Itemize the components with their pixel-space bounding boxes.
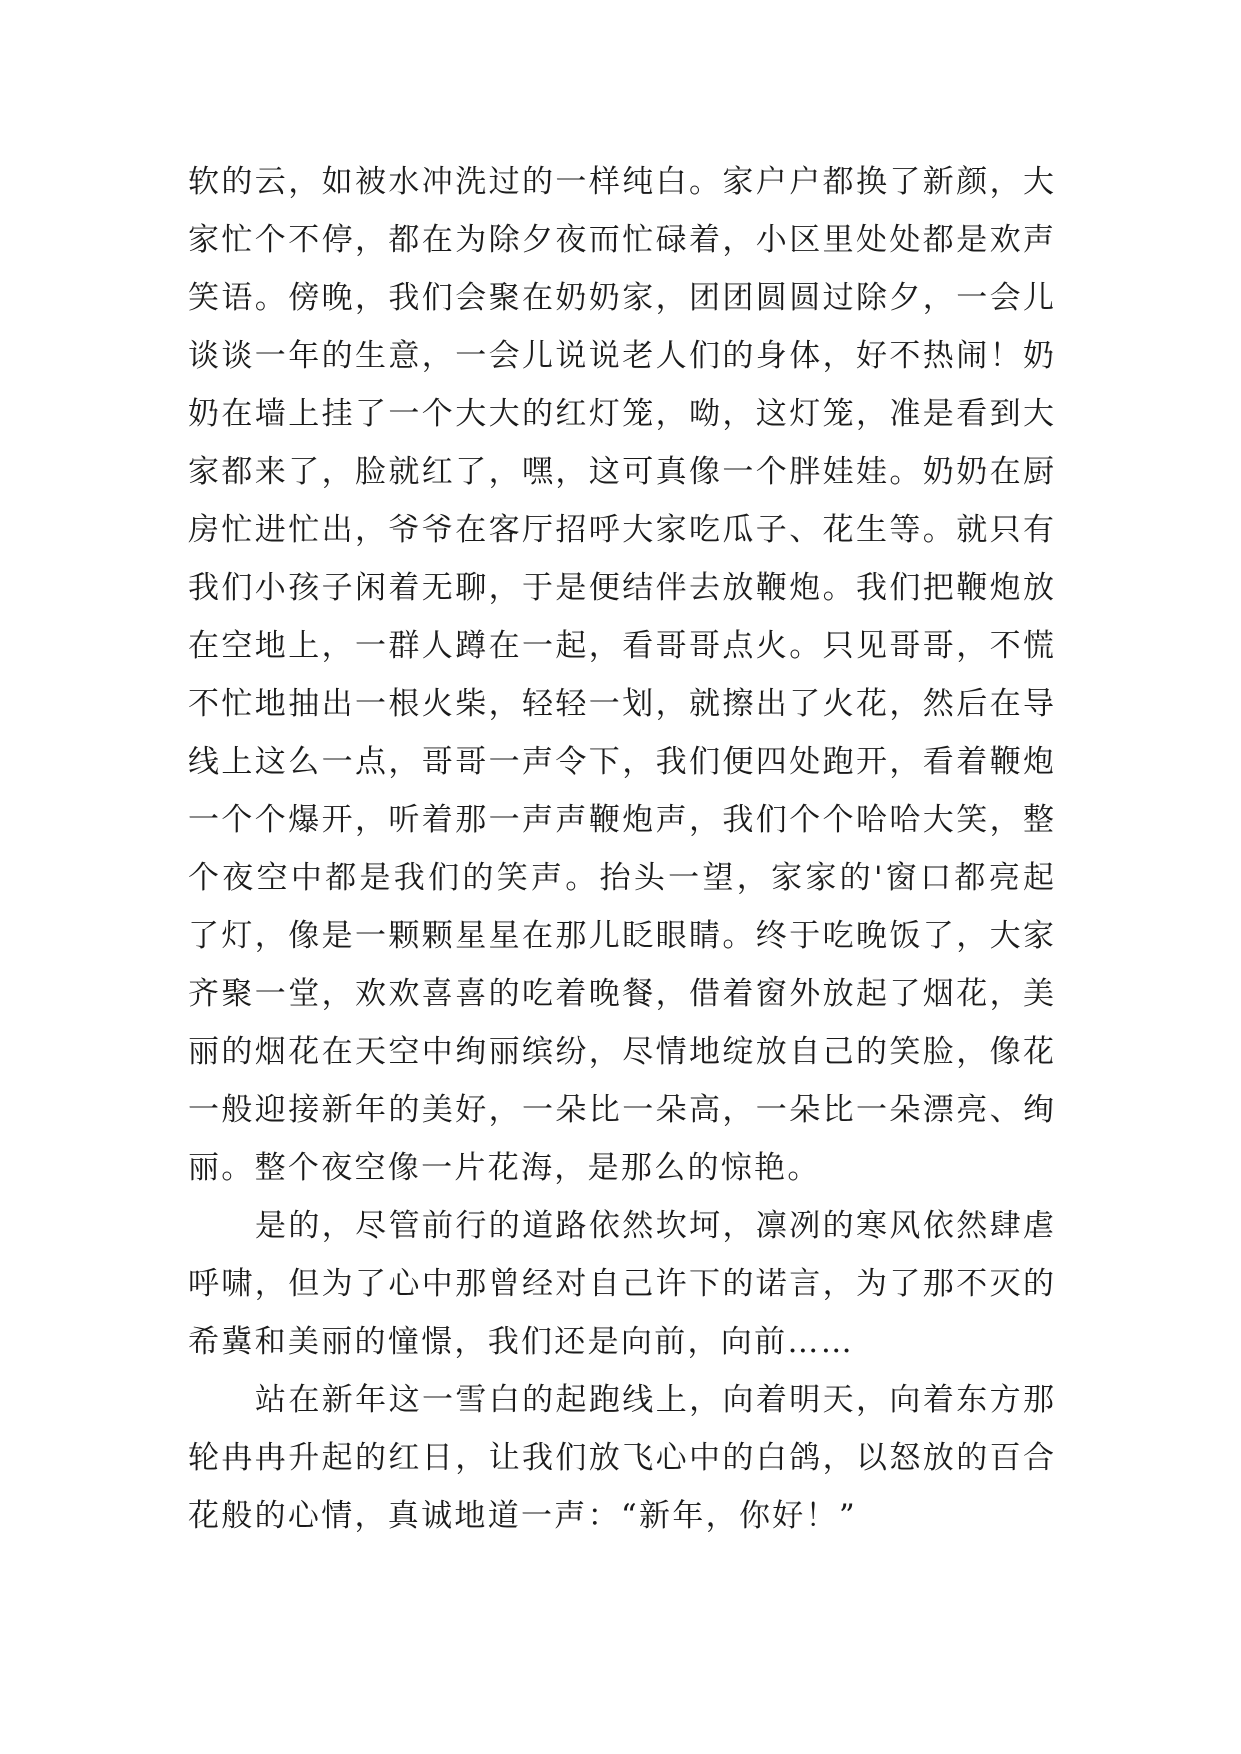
text-line: 了灯，像是一颗颗星星在那儿眨眼睛。终于吃晚饭了，大家	[188, 918, 1054, 954]
text-line: 线上这么一点，哥哥一声令下，我们便四处跑开，看着鞭炮	[188, 744, 1054, 780]
text-line: 是的，尽管前行的道路依然坎坷，凛冽的寒风依然肆虐	[255, 1208, 1054, 1244]
text-line: 奶在墙上挂了一个大大的红灯笼，呦，这灯笼，准是看到大	[188, 396, 1054, 432]
text-line: 房忙进忙出，爷爷在客厅招呼大家吃瓜子、花生等。就只有	[188, 512, 1054, 548]
text-line: 我们小孩子闲着无聊，于是便结伴去放鞭炮。我们把鞭炮放	[188, 570, 1054, 606]
paragraph	[188, 153, 1054, 1197]
text-line: 丽的烟花在天空中绚丽缤纷，尽情地绽放自己的笑脸，像花	[188, 1034, 1054, 1070]
text-line: 呼啸，但为了心中那曾经对自己许下的诺言，为了那不灭的	[188, 1266, 1054, 1302]
paragraph	[188, 1197, 1054, 1371]
text-line: 一个个爆开，听着那一声声鞭炮声，我们个个哈哈大笑，整	[188, 802, 1054, 838]
text-line: 家都来了，脸就红了，嘿，这可真像一个胖娃娃。奶奶在厨	[188, 454, 1054, 490]
text-line: 齐聚一堂，欢欢喜喜的吃着晚餐，借着窗外放起了烟花，美	[188, 976, 1054, 1012]
text-line: 丽。整个夜空像一片花海，是那么的惊艳。	[188, 1150, 821, 1186]
text-line: 花般的心情，真诚地道一声：“新年，你好！”	[188, 1498, 857, 1534]
text-line: 站在新年这一雪白的起跑线上，向着明天，向着东方那	[255, 1382, 1054, 1418]
text-line: 家忙个不停，都在为除夕夜而忙碌着，小区里处处都是欢声	[188, 222, 1054, 258]
text-line: 轮冉冉升起的红日，让我们放飞心中的白鸽，以怒放的百合	[188, 1440, 1054, 1476]
text-line: 在空地上，一群人蹲在一起，看哥哥点火。只见哥哥，不慌	[188, 628, 1054, 664]
text-line: 不忙地抽出一根火柴，轻轻一划，就擦出了火花，然后在导	[188, 686, 1054, 722]
text-line: 谈谈一年的生意，一会儿说说老人们的身体，好不热闹！奶	[188, 338, 1054, 374]
document-body	[188, 153, 1054, 1545]
paragraph	[188, 1371, 1054, 1545]
text-line: 个夜空中都是我们的笑声。抬头一望，家家的'窗口都亮起	[188, 860, 1054, 896]
text-line: 一般迎接新年的美好，一朵比一朵高，一朵比一朵漂亮、绚	[188, 1092, 1054, 1128]
text-line: 软的云，如被水冲洗过的一样纯白。家户户都换了新颜，大	[188, 164, 1054, 200]
text-line: 笑语。傍晚，我们会聚在奶奶家，团团圆圆过除夕，一会儿	[188, 280, 1054, 316]
text-line: 希冀和美丽的憧憬，我们还是向前，向前……	[188, 1324, 854, 1360]
